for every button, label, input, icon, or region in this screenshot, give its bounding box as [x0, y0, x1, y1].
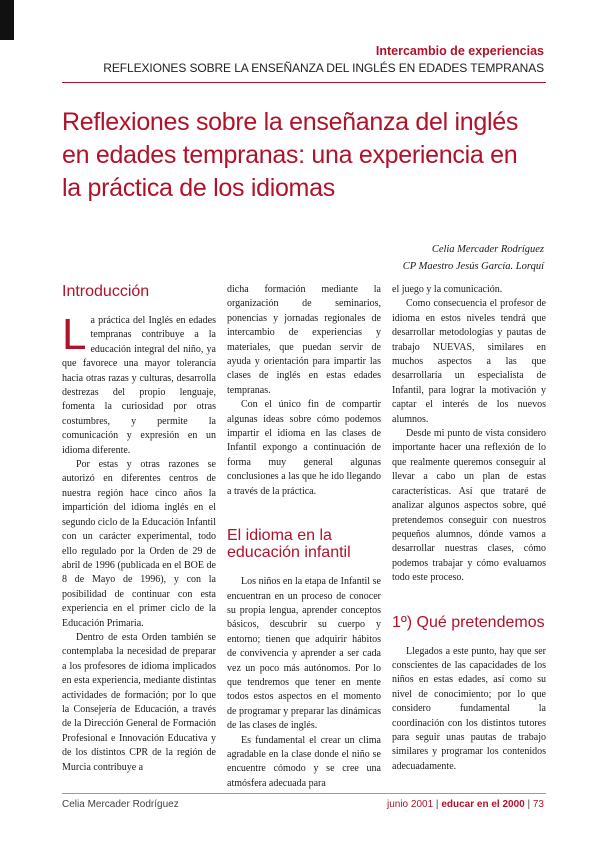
paragraph: dicha formación mediante la organización de seminarios, ponencias y jornadas regionales de intercambio de experiencias y materiales, que puedan servir de ayuda y orientación para impartir las clases de inglés en estas edades tempranas. — [227, 284, 381, 396]
footer-publication-info — [387, 799, 544, 810]
paragraph: Dentro de esta Orden también se contemplaba la necesidad de preparar a los profesores de idioma implicados en esta experiencia, mediante distintas actividades de formación; por lo que la Consejería de Educación, a través de la Dirección General de Formación Profesional e Innovación Educativa y de los distintos CPR de la región de Murcia contribuye a — [62, 631, 216, 773]
author-name: Celia Mercader Rodríguez — [431, 244, 544, 255]
paragraph: Con el único fin de compartir algunas ideas sobre cómo podemos impartir el idioma en las clases de Infantil expongo a continuación de forma muy general algunas conclusiones a las que he ido llegando a través de la práctica. — [227, 399, 381, 497]
drop-cap: L — [62, 310, 87, 359]
section-heading-idioma-infantil: El idioma en la educación infantil — [227, 527, 351, 562]
footer-publication: educar en el 2000 — [441, 799, 525, 810]
corner-tab — [0, 0, 14, 40]
footer-separator: | — [527, 799, 531, 810]
paragraph: Como consecuencia el profesor de idioma en estos niveles tendrá que desarrollar metodologías y pautas de trabajo NUEVAS, similares en muchos aspectos a las que desarrollaría un especialista de Infantil, para lograr la motivación y captar el interés de los nuevos alumnos. — [392, 298, 546, 425]
footer-author: Celia Mercader Rodríguez — [62, 799, 179, 810]
article-title: Reflexiones sobre la enseñanza del inglés en edades tempranas: una experiencia en la práctica de los idiomas — [62, 108, 519, 202]
author-affiliation: CP Maestro Jesús García. Lorquí — [402, 261, 544, 272]
author-block — [403, 241, 544, 275]
paragraph: Es fundamental el crear un clima agradable en la clase donde el niño se encuentre cómodo y se cree una atmósfera adecuada para — [227, 734, 381, 789]
section-heading-que-pretendemos: 1º) Qué pretendemos — [392, 613, 545, 631]
column-2 — [227, 283, 381, 791]
paragraph: Llegados a este punto, hay que ser conscientes de las capacidades de los niños en estas edades, así como su nivel de conocimiento; por lo que considero fundamental la coordinación con los distintos tutores para seguir unas pautas de trabajo similares y programar los contenidos adecuadamente. — [392, 645, 546, 772]
page-number: 73 — [532, 799, 544, 810]
footer-divider — [62, 793, 546, 794]
footer-separator: | — [435, 799, 439, 810]
paragraph: Los niños en la etapa de Infantil se encuentran en un proceso de conocer su propia lengua, aprender conceptos básicos, descubrir su cuerpo y entorno; tienen que adquirir hábitos de convivencia y aprender a ser cada vez un poco más autónomos. Por lo que tendremos que tener en mente todos estos aspectos en el momento de programar y preparar las dinámicas de las clases de inglés. — [227, 576, 381, 732]
section-label: Intercambio de experiencias — [375, 44, 544, 58]
section-heading-introduccion: Introducción — [62, 283, 150, 300]
paragraph: Desde mi punto de vista considero importante hacer una reflexión de lo que realmente queremos conseguir al llevar a cabo un plan de estas características. Así que trataré de analizar algunos aspectos sobre, qué pretendemos conseguir con nuestros pequeños alumnos, dónde vamos a desarrollar nuestras clases, cómo podemos trabajar y cómo evaluamos todo este proceso. — [392, 428, 546, 584]
header-divider — [62, 82, 546, 83]
paragraph: Por estas y otras razones se autorizó en diferentes centros de nuestra región hace cinco años la impartición del idioma inglés en el segundo ciclo de la Educación Infantil con un carácter experimental, todo ello regulado por la Orden de 29 de abril de 1996 (publicada en el BOE de 8 de Mayo de 1996), y con la posibilidad de continuar con esta experiencia en el primer ciclo de la Educación Primaria. — [62, 459, 216, 629]
paragraph-text: a práctica del Inglés en edades tempranas contribuye a la educación integral del niño, ya que favorece una mayor tolerancia hacia otras razas y culturas, desarrolla destrezas del propio lenguaje, fomenta la curiosidad por otras costumbres, y permite la comunicación y expresión en un idioma diferente. — [62, 315, 216, 456]
column-3 — [392, 283, 546, 774]
paragraph — [62, 310, 216, 458]
running-head: REFLEXIONES SOBRE LA ENSEÑANZA DEL INGLÉS EN EDADES TEMPRANAS — [103, 61, 544, 75]
paragraph: el juego y la comunicación. — [392, 284, 503, 295]
footer-date: junio 2001 — [386, 799, 434, 810]
column-1 — [62, 283, 216, 775]
